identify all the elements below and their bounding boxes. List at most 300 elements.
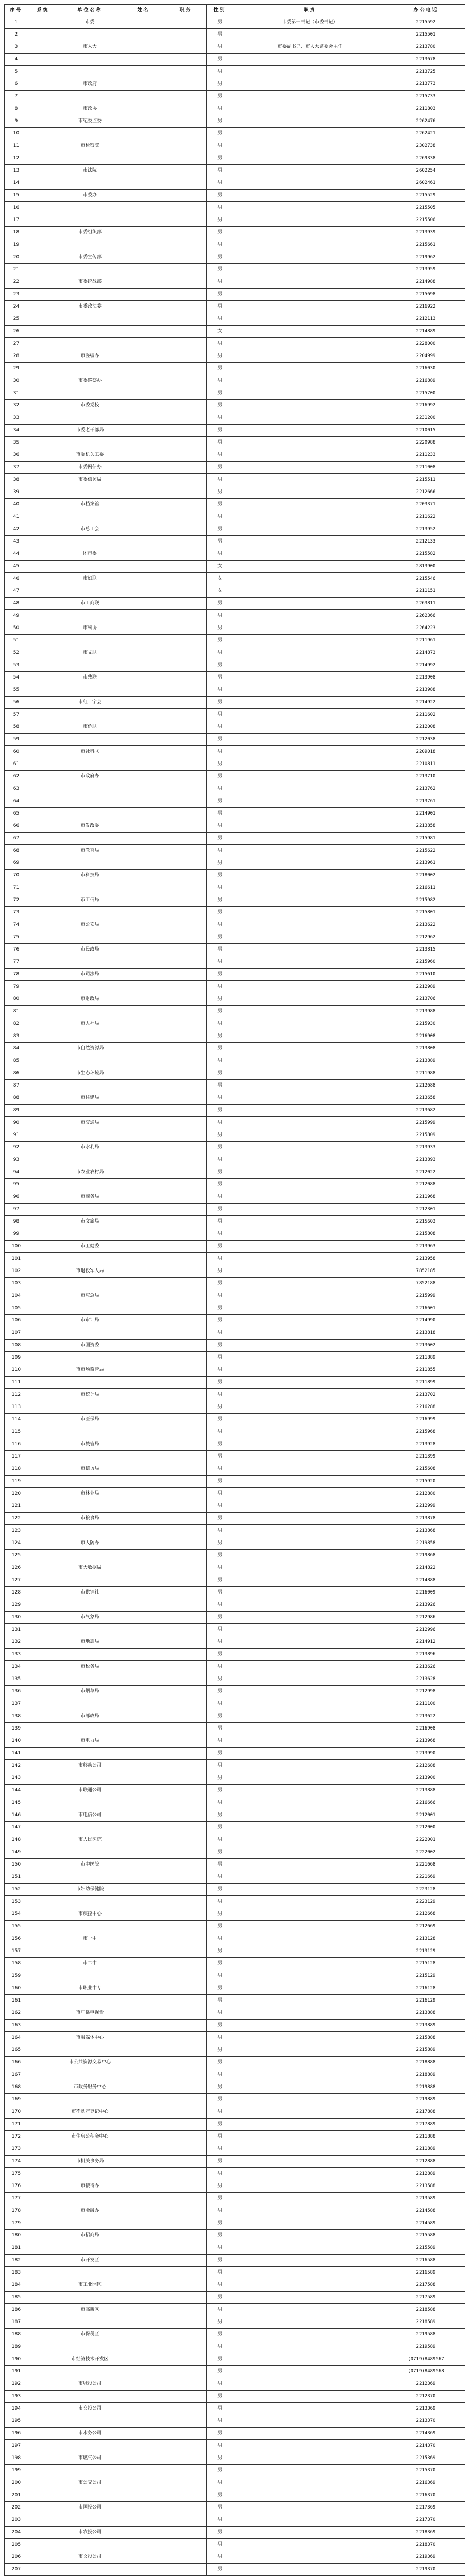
cell-gender: 男 xyxy=(207,363,233,375)
cell-system xyxy=(28,672,58,684)
table-row xyxy=(5,931,465,944)
table-row xyxy=(5,2007,465,2020)
cell-gender: 男 xyxy=(207,91,233,103)
cell-system xyxy=(28,1871,58,1884)
cell-phone: 2215582 xyxy=(387,548,465,561)
cell-phone: 2212880 xyxy=(387,1488,465,1500)
cell-title xyxy=(165,919,207,931)
cell-unit xyxy=(58,128,122,140)
cell-seq: 72 xyxy=(5,894,28,907)
cell-system xyxy=(28,1822,58,1834)
cell-title xyxy=(165,1785,207,1797)
cell-seq: 30 xyxy=(5,375,28,387)
cell-name xyxy=(122,128,165,140)
cell-unit xyxy=(58,1006,122,1018)
cell-system xyxy=(28,289,58,301)
cell-name xyxy=(122,1995,165,2007)
table-row xyxy=(5,1438,465,1451)
cell-duty xyxy=(233,1438,387,1451)
cell-gender: 男 xyxy=(207,2428,233,2440)
cell-duty xyxy=(233,1945,387,1958)
cell-unit: 市经济技术开发区 xyxy=(58,2353,122,2366)
cell-name xyxy=(122,1562,165,1574)
table-row xyxy=(5,400,465,412)
cell-title xyxy=(165,2279,207,2292)
cell-system xyxy=(28,264,58,276)
cell-unit: 市残联 xyxy=(58,672,122,684)
cell-title xyxy=(165,2329,207,2341)
cell-phone: 2213773 xyxy=(387,78,465,91)
cell-name xyxy=(122,1550,165,1562)
cell-name xyxy=(122,1785,165,1797)
cell-gender: 男 xyxy=(207,907,233,919)
cell-duty xyxy=(233,622,387,635)
cell-unit: 市国资委 xyxy=(58,1340,122,1352)
cell-name xyxy=(122,1451,165,1463)
cell-system xyxy=(28,1896,58,1908)
cell-unit xyxy=(58,412,122,425)
cell-unit xyxy=(58,1352,122,1364)
cell-unit: 市水利局 xyxy=(58,1142,122,1154)
cell-duty xyxy=(233,635,387,647)
cell-title xyxy=(165,1241,207,1253)
cell-duty xyxy=(233,2242,387,2255)
cell-gender: 男 xyxy=(207,2143,233,2156)
cell-gender: 男 xyxy=(207,1438,233,1451)
cell-name xyxy=(122,264,165,276)
header-seq: 序号 xyxy=(5,5,28,16)
cell-gender: 男 xyxy=(207,944,233,956)
cell-duty xyxy=(233,2255,387,2267)
cell-title xyxy=(165,2007,207,2020)
cell-name xyxy=(122,2143,165,2156)
cell-name xyxy=(122,981,165,993)
cell-title xyxy=(165,1080,207,1092)
cell-seq: 173 xyxy=(5,2143,28,2156)
cell-duty xyxy=(233,2032,387,2044)
cell-phone: 2213928 xyxy=(387,1438,465,1451)
cell-seq: 85 xyxy=(5,1055,28,1067)
cell-gender: 男 xyxy=(207,2527,233,2539)
cell-duty xyxy=(233,449,387,462)
cell-phone: 2214912 xyxy=(387,1636,465,1649)
cell-system xyxy=(28,1438,58,1451)
cell-duty xyxy=(233,313,387,326)
cell-duty xyxy=(233,1921,387,1933)
cell-seq: 40 xyxy=(5,499,28,511)
cell-unit xyxy=(58,2143,122,2156)
cell-name xyxy=(122,412,165,425)
cell-duty xyxy=(233,1253,387,1265)
cell-phone: 2212889 xyxy=(387,2168,465,2180)
cell-seq: 110 xyxy=(5,1364,28,1377)
cell-name xyxy=(122,882,165,894)
cell-duty xyxy=(233,944,387,956)
cell-name xyxy=(122,2564,165,2576)
table-row xyxy=(5,721,465,734)
cell-system xyxy=(28,1908,58,1921)
cell-seq: 4 xyxy=(5,54,28,66)
cell-unit xyxy=(58,1204,122,1216)
cell-system xyxy=(28,1463,58,1476)
cell-duty xyxy=(233,1179,387,1191)
cell-seq: 190 xyxy=(5,2353,28,2366)
cell-phone: 2211988 xyxy=(387,1067,465,1080)
cell-unit: 市统计局 xyxy=(58,1389,122,1401)
cell-gender: 男 xyxy=(207,2391,233,2403)
cell-seq: 155 xyxy=(5,1921,28,1933)
cell-phone: 2215129 xyxy=(387,1970,465,1982)
cell-name xyxy=(122,499,165,511)
cell-unit: 市委宣传部 xyxy=(58,251,122,264)
cell-seq: 200 xyxy=(5,2477,28,2489)
cell-title xyxy=(165,1426,207,1438)
cell-gender: 男 xyxy=(207,1030,233,1043)
cell-system xyxy=(28,2304,58,2316)
cell-title xyxy=(165,1846,207,1859)
cell-title xyxy=(165,2057,207,2069)
cell-name xyxy=(122,54,165,66)
cell-name xyxy=(122,523,165,536)
cell-seq: 115 xyxy=(5,1426,28,1438)
table-row xyxy=(5,1834,465,1846)
cell-name xyxy=(122,635,165,647)
cell-name xyxy=(122,103,165,115)
table-row xyxy=(5,1599,465,1612)
cell-phone: 2211100 xyxy=(387,1698,465,1710)
cell-duty xyxy=(233,1958,387,1970)
cell-name xyxy=(122,2514,165,2527)
cell-unit xyxy=(58,931,122,944)
cell-title xyxy=(165,1463,207,1476)
table-row xyxy=(5,2465,465,2477)
cell-title xyxy=(165,1117,207,1129)
cell-duty xyxy=(233,1055,387,1067)
cell-system xyxy=(28,1488,58,1500)
cell-gender: 男 xyxy=(207,1204,233,1216)
cell-seq: 65 xyxy=(5,808,28,820)
cell-phone: 2211622 xyxy=(387,511,465,523)
cell-name xyxy=(122,2415,165,2428)
cell-gender: 男 xyxy=(207,1463,233,1476)
cell-system xyxy=(28,499,58,511)
cell-seq: 66 xyxy=(5,820,28,833)
cell-duty xyxy=(233,833,387,845)
table-row xyxy=(5,1735,465,1748)
cell-system xyxy=(28,1723,58,1735)
cell-title xyxy=(165,1278,207,1290)
cell-seq: 47 xyxy=(5,585,28,598)
cell-phone: 2216009 xyxy=(387,1587,465,1599)
cell-title xyxy=(165,1092,207,1105)
cell-system xyxy=(28,1525,58,1537)
cell-gender: 男 xyxy=(207,2230,233,2242)
cell-unit xyxy=(58,882,122,894)
cell-name xyxy=(122,1204,165,1216)
cell-duty xyxy=(233,1129,387,1142)
table-row xyxy=(5,1006,465,1018)
cell-title xyxy=(165,1562,207,1574)
cell-seq: 38 xyxy=(5,474,28,486)
cell-seq: 184 xyxy=(5,2279,28,2292)
cell-phone: 2214990 xyxy=(387,1315,465,1327)
cell-gender: 男 xyxy=(207,2020,233,2032)
cell-duty xyxy=(233,165,387,177)
cell-phone: 2216908 xyxy=(387,1030,465,1043)
cell-title xyxy=(165,1414,207,1426)
cell-gender: 男 xyxy=(207,1228,233,1241)
cell-phone: 2218588 xyxy=(387,2304,465,2316)
cell-name xyxy=(122,2094,165,2106)
cell-seq: 7 xyxy=(5,91,28,103)
cell-gender: 男 xyxy=(207,437,233,449)
cell-seq: 17 xyxy=(5,214,28,227)
cell-duty xyxy=(233,697,387,709)
cell-gender: 男 xyxy=(207,214,233,227)
cell-unit: 市地震局 xyxy=(58,1636,122,1649)
cell-name xyxy=(122,2131,165,2143)
cell-gender: 男 xyxy=(207,919,233,931)
cell-name xyxy=(122,1191,165,1204)
table-row xyxy=(5,2502,465,2514)
table-row xyxy=(5,1550,465,1562)
cell-phone: 2215981 xyxy=(387,833,465,845)
cell-unit: 市二中 xyxy=(58,1958,122,1970)
cell-name xyxy=(122,2378,165,2391)
cell-gender: 男 xyxy=(207,2502,233,2514)
header-system: 系统 xyxy=(28,5,58,16)
cell-unit xyxy=(58,239,122,251)
cell-seq: 119 xyxy=(5,1476,28,1488)
cell-duty xyxy=(233,2452,387,2465)
table-row xyxy=(5,1574,465,1587)
cell-phone: 2215889 xyxy=(387,2044,465,2057)
cell-duty xyxy=(233,251,387,264)
cell-seq: 111 xyxy=(5,1377,28,1389)
cell-unit: 市住建局 xyxy=(58,1092,122,1105)
cell-gender: 男 xyxy=(207,894,233,907)
cell-name xyxy=(122,115,165,128)
cell-system xyxy=(28,474,58,486)
cell-title xyxy=(165,1451,207,1463)
cell-unit xyxy=(58,363,122,375)
table-row xyxy=(5,2255,465,2267)
cell-phone: 2214822 xyxy=(387,1562,465,1574)
cell-title xyxy=(165,1723,207,1735)
cell-unit xyxy=(58,1574,122,1587)
cell-name xyxy=(122,2180,165,2193)
cell-system xyxy=(28,1710,58,1723)
table-row xyxy=(5,1871,465,1884)
cell-title xyxy=(165,486,207,499)
table-row xyxy=(5,41,465,54)
cell-system xyxy=(28,1253,58,1265)
cell-duty xyxy=(233,1785,387,1797)
cell-seq: 195 xyxy=(5,2415,28,2428)
cell-unit: 市红十字会 xyxy=(58,697,122,709)
cell-duty xyxy=(233,647,387,659)
cell-unit: 市委网信办 xyxy=(58,462,122,474)
cell-seq: 83 xyxy=(5,1030,28,1043)
cell-phone: 2217889 xyxy=(387,2119,465,2131)
cell-seq: 162 xyxy=(5,2007,28,2020)
cell-system xyxy=(28,2081,58,2094)
cell-duty xyxy=(233,1426,387,1438)
cell-phone: 2213710 xyxy=(387,771,465,783)
cell-phone: 2211233 xyxy=(387,449,465,462)
cell-seq: 206 xyxy=(5,2551,28,2564)
cell-title xyxy=(165,709,207,721)
cell-title xyxy=(165,1438,207,1451)
cell-title xyxy=(165,103,207,115)
cell-title xyxy=(165,1760,207,1772)
cell-unit xyxy=(58,29,122,41)
cell-system xyxy=(28,820,58,833)
cell-seq: 3 xyxy=(5,41,28,54)
cell-gender: 男 xyxy=(207,313,233,326)
cell-duty xyxy=(233,425,387,437)
cell-unit: 市妇幼保健院 xyxy=(58,1884,122,1896)
cell-system xyxy=(28,1661,58,1673)
cell-name xyxy=(122,684,165,697)
table-row xyxy=(5,1921,465,1933)
cell-duty xyxy=(233,808,387,820)
cell-unit: 市财政局 xyxy=(58,993,122,1006)
cell-phone: 2204999 xyxy=(387,350,465,363)
cell-seq: 129 xyxy=(5,1599,28,1612)
cell-system xyxy=(28,1377,58,1389)
table-row xyxy=(5,1476,465,1488)
cell-unit xyxy=(58,1673,122,1686)
cell-gender: 男 xyxy=(207,1587,233,1599)
cell-system xyxy=(28,795,58,808)
cell-unit xyxy=(58,1723,122,1735)
cell-seq: 121 xyxy=(5,1500,28,1513)
cell-unit: 市生态环境局 xyxy=(58,1067,122,1080)
cell-name xyxy=(122,2304,165,2316)
cell-phone: 2215809 xyxy=(387,1129,465,1142)
table-row xyxy=(5,1377,465,1389)
table-row xyxy=(5,103,465,115)
table-row xyxy=(5,1352,465,1364)
cell-unit xyxy=(58,1871,122,1884)
cell-phone: 2212998 xyxy=(387,1686,465,1698)
cell-system xyxy=(28,1958,58,1970)
table-row xyxy=(5,2477,465,2489)
cell-name xyxy=(122,462,165,474)
cell-phone: 2211399 xyxy=(387,1451,465,1463)
cell-title xyxy=(165,2366,207,2378)
cell-gender: 男 xyxy=(207,721,233,734)
cell-unit xyxy=(58,684,122,697)
cell-seq: 196 xyxy=(5,2428,28,2440)
cell-seq: 73 xyxy=(5,907,28,919)
cell-unit: 市人民医院 xyxy=(58,1834,122,1846)
table-row xyxy=(5,561,465,573)
table-row xyxy=(5,1513,465,1525)
cell-seq: 63 xyxy=(5,783,28,795)
cell-name xyxy=(122,29,165,41)
cell-title xyxy=(165,1340,207,1352)
cell-unit: 市科协 xyxy=(58,622,122,635)
cell-name xyxy=(122,808,165,820)
cell-unit: 市燃气公司 xyxy=(58,2452,122,2465)
cell-system xyxy=(28,2230,58,2242)
cell-name xyxy=(122,783,165,795)
cell-title xyxy=(165,2452,207,2465)
cell-phone: 2213815 xyxy=(387,944,465,956)
cell-system xyxy=(28,1179,58,1191)
cell-gender: 男 xyxy=(207,486,233,499)
cell-title xyxy=(165,2403,207,2415)
cell-title xyxy=(165,239,207,251)
cell-name xyxy=(122,2440,165,2452)
cell-system xyxy=(28,1117,58,1129)
cell-unit: 市社科联 xyxy=(58,746,122,758)
cell-title xyxy=(165,202,207,214)
cell-duty xyxy=(233,1896,387,1908)
cell-name xyxy=(122,2205,165,2217)
cell-duty xyxy=(233,1686,387,1698)
table-row xyxy=(5,870,465,882)
cell-name xyxy=(122,907,165,919)
cell-title xyxy=(165,1537,207,1550)
cell-seq: 14 xyxy=(5,177,28,190)
cell-duty xyxy=(233,523,387,536)
cell-phone: 2213682 xyxy=(387,1105,465,1117)
cell-title xyxy=(165,462,207,474)
cell-system xyxy=(28,1389,58,1401)
cell-seq: 128 xyxy=(5,1587,28,1599)
cell-seq: 61 xyxy=(5,758,28,771)
cell-phone: 2218002 xyxy=(387,870,465,882)
cell-name xyxy=(122,251,165,264)
cell-unit: 市人大 xyxy=(58,41,122,54)
cell-seq: 91 xyxy=(5,1129,28,1142)
cell-unit: 市委巡察办 xyxy=(58,375,122,387)
cell-phone: 2212008 xyxy=(387,721,465,734)
cell-seq: 1 xyxy=(5,16,28,29)
cell-unit: 市市场监管局 xyxy=(58,1364,122,1377)
table-row xyxy=(5,1055,465,1067)
cell-phone: 2216611 xyxy=(387,882,465,894)
cell-system xyxy=(28,2180,58,2193)
cell-seq: 191 xyxy=(5,2366,28,2378)
table-row xyxy=(5,289,465,301)
cell-name xyxy=(122,1970,165,1982)
cell-name xyxy=(122,1352,165,1364)
cell-name xyxy=(122,1859,165,1871)
cell-duty xyxy=(233,2193,387,2205)
cell-gender: 男 xyxy=(207,833,233,845)
cell-gender: 男 xyxy=(207,610,233,622)
cell-title xyxy=(165,894,207,907)
cell-system xyxy=(28,1933,58,1945)
cell-seq: 32 xyxy=(5,400,28,412)
cell-system xyxy=(28,2168,58,2180)
cell-system xyxy=(28,2119,58,2131)
table-row xyxy=(5,1018,465,1030)
table-row xyxy=(5,2279,465,2292)
cell-duty xyxy=(233,1290,387,1302)
cell-name xyxy=(122,202,165,214)
cell-name xyxy=(122,165,165,177)
cell-phone: 2216370 xyxy=(387,2489,465,2502)
cell-gender: 男 xyxy=(207,2539,233,2551)
table-row xyxy=(5,375,465,387)
cell-duty xyxy=(233,1018,387,1030)
cell-seq: 147 xyxy=(5,1822,28,1834)
